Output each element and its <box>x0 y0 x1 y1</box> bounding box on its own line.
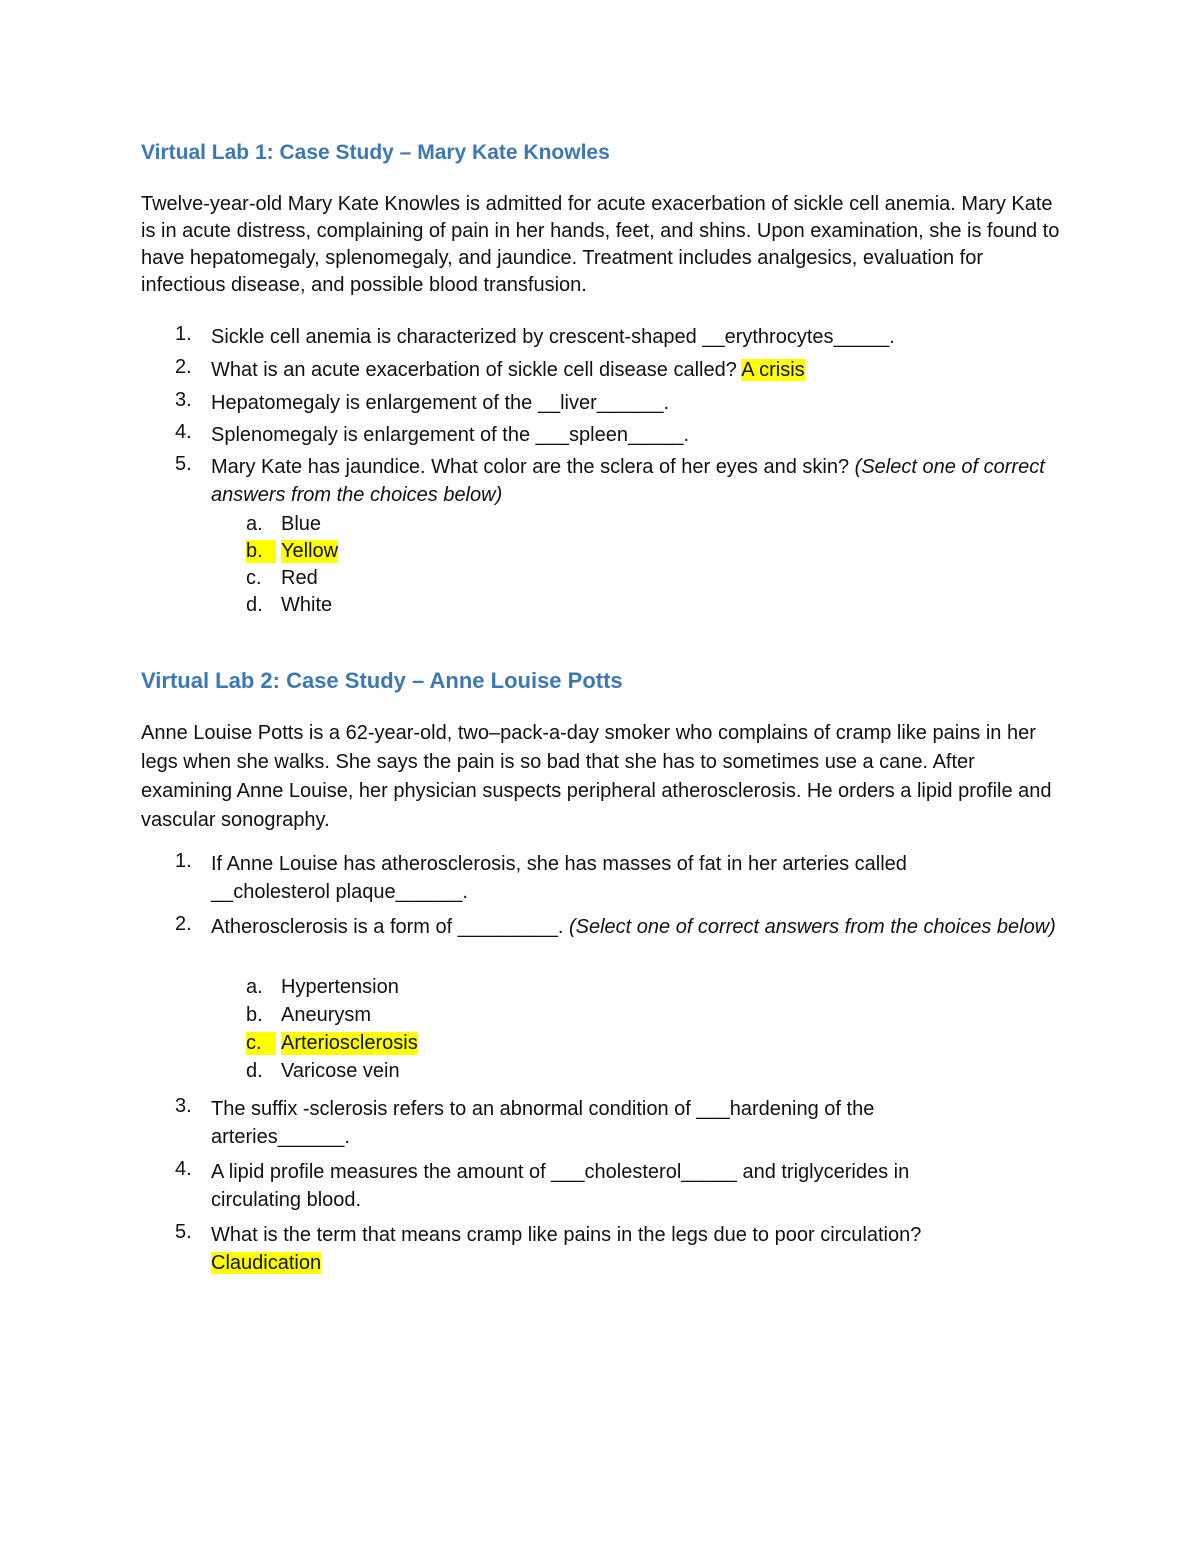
option-text: White <box>281 594 333 616</box>
question-number: 4. <box>175 1158 192 1180</box>
question-body <box>211 1221 1001 1277</box>
question-instruction: (Select one of correct answers from the choices below) <box>568 916 1056 938</box>
lab2-title: Virtual Lab 2: Case Study – Anne Louise Potts <box>141 668 623 693</box>
question-body <box>211 356 1071 384</box>
lab1-title: Virtual Lab 1: Case Study – Mary Kate Knowles <box>141 141 610 164</box>
option-letter: c. <box>246 1032 276 1055</box>
option-text: Hypertension <box>281 976 399 998</box>
option-text: Aneurysm <box>281 1004 372 1026</box>
question-number: 4. <box>175 421 192 443</box>
question-number: 2. <box>175 913 192 935</box>
question-text: Atherosclerosis is a form of _________. <box>211 916 569 938</box>
option-text: Arteriosclerosis <box>281 1032 418 1054</box>
option-letter: b. <box>246 1004 263 1026</box>
question-text: Hepatomegaly is enlargement of the __liver______. <box>211 392 670 414</box>
question-instruction: (Select one of correct answers from the choices below) <box>211 456 1045 506</box>
question-body <box>211 453 1071 509</box>
highlighted-answer: A crisis <box>741 359 805 381</box>
question-text: The suffix -sclerosis refers to an abnormal condition of ___hardening of the arteries______. <box>211 1098 875 1148</box>
question-text: Splenomegaly is enlargement of the ___spleen_____. <box>211 424 690 446</box>
question-number: 5. <box>175 1221 192 1243</box>
question-text: What is the term that means cramp like pains in the legs due to poor circulation? <box>211 1224 922 1246</box>
option-text: Red <box>281 567 318 589</box>
lab1-case-paragraph: Twelve-year-old Mary Kate Knowles is admitted for acute exacerbation of sickle cell anemia. Mary Kate is in acute distress, complaining of pain in her hands, feet, and shins. Upon examination, she is found to have hepatomegaly, splenomegaly, and jaundice. Treatment includes analgesics, evaluation for infectious disease, and possible blood transfusion. <box>141 193 1060 296</box>
question-body <box>211 913 1071 941</box>
question-number: 3. <box>175 389 192 411</box>
option-text: Yellow <box>281 540 339 562</box>
question-text: If Anne Louise has atherosclerosis, she has masses of fat in her arteries called __cholesterol plaque______. <box>211 853 907 903</box>
option-letter: d. <box>246 1060 263 1082</box>
question-number: 1. <box>175 850 192 872</box>
option-letter: b. <box>246 540 276 563</box>
question-number: 5. <box>175 453 192 475</box>
question-text: What is an acute exacerbation of sickle cell disease called? <box>211 359 742 381</box>
highlighted-answer: Claudication <box>211 1252 322 1274</box>
option-letter: d. <box>246 594 263 616</box>
question-number: 2. <box>175 356 192 378</box>
option-text: Blue <box>281 513 322 535</box>
question-number: 3. <box>175 1095 192 1117</box>
lab2-case-paragraph: Anne Louise Potts is a 62-year-old, two–pack-a-day smoker who complains of cramp like pains in her legs when she walks. She says the pain is so bad that she has to sometimes use a cane. After examining Anne Louise, her physician suspects peripheral atherosclerosis. He orders a lipid profile and vascular sonography. <box>141 722 1052 831</box>
option-letter: a. <box>246 976 263 998</box>
option-letter: a. <box>246 513 263 535</box>
question-number: 1. <box>175 323 192 345</box>
option-letter: c. <box>246 567 262 589</box>
question-text: A lipid profile measures the amount of ___cholesterol_____ and triglycerides in circulating blood. <box>211 1161 910 1211</box>
question-text: Sickle cell anemia is characterized by crescent-shaped __erythrocytes_____. <box>211 326 895 348</box>
option-text: Varicose vein <box>281 1060 400 1082</box>
question-text: Mary Kate has jaundice. What color are the sclera of her eyes and skin? <box>211 456 855 478</box>
